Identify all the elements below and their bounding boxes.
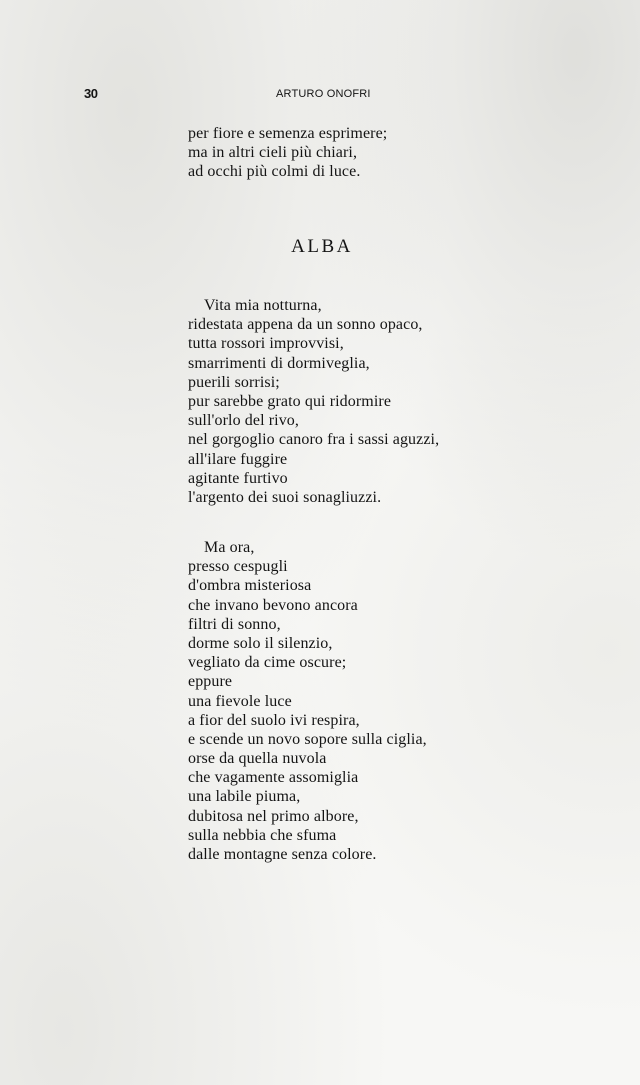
verse-line: agitante furtivo: [188, 469, 288, 487]
verse-line: ridestata appena da un sonno opaco,: [188, 316, 423, 334]
previous-poem-continuation: [188, 124, 387, 182]
verse-line: dorme solo il silenzio,: [188, 634, 333, 652]
verse-line: ma in altri cieli più chiari,: [188, 144, 358, 162]
verse-line: filtri di sonno,: [188, 615, 281, 633]
verse-line: che vagamente assomiglia: [188, 769, 359, 787]
stanza-1: [188, 296, 439, 507]
verse-line: pur sarebbe grato qui ridormire: [188, 392, 392, 410]
verse-line: sulla nebbia che sfuma: [188, 826, 337, 844]
verse-line: d'ombra misteriosa: [188, 577, 312, 595]
verse-line: puerili sorrisi;: [188, 373, 280, 391]
verse-line: presso cespugli: [188, 558, 288, 576]
verse-line: nel gorgoglio canoro fra i sassi aguzzi,: [188, 431, 440, 449]
verse-line: sull'orlo del rivo,: [188, 412, 299, 430]
verse-line: all'ilare fuggire: [188, 450, 288, 468]
verse-line: una labile piuma,: [188, 788, 301, 806]
running-head: ARTURO ONOFRI: [276, 88, 371, 100]
poem-title: ALBA: [291, 236, 353, 257]
verse-line: tutta rossori improvvisi,: [188, 335, 344, 353]
verse-line: eppure: [188, 673, 233, 691]
verse-line: una fievole luce: [188, 692, 292, 710]
verse-line: a fior del suolo ivi respira,: [188, 711, 360, 729]
verse-line: smarrimenti di dormiveglia,: [188, 354, 370, 372]
verse-line: dalle montagne senza colore.: [188, 846, 377, 863]
verse-line: e scende un novo sopore sulla ciglia,: [188, 730, 427, 748]
verse-line: orse da quella nuvola: [188, 750, 327, 768]
stanza-2: [188, 538, 427, 864]
verse-line: l'argento dei suoi sonagliuzzi.: [188, 488, 382, 506]
verse-line: ad occhi più colmi di luce.: [188, 163, 361, 181]
verse-line: che invano bevono ancora: [188, 596, 358, 614]
verse-line: Vita mia notturna,: [204, 297, 322, 314]
verse-line: Ma ora,: [204, 539, 255, 556]
verse-line: dubitosa nel primo albore,: [188, 807, 359, 825]
verse-line: per fiore e semenza esprimere;: [188, 125, 388, 142]
page-number: 30: [84, 86, 98, 101]
verse-line: vegliato da cime oscure;: [188, 654, 347, 672]
